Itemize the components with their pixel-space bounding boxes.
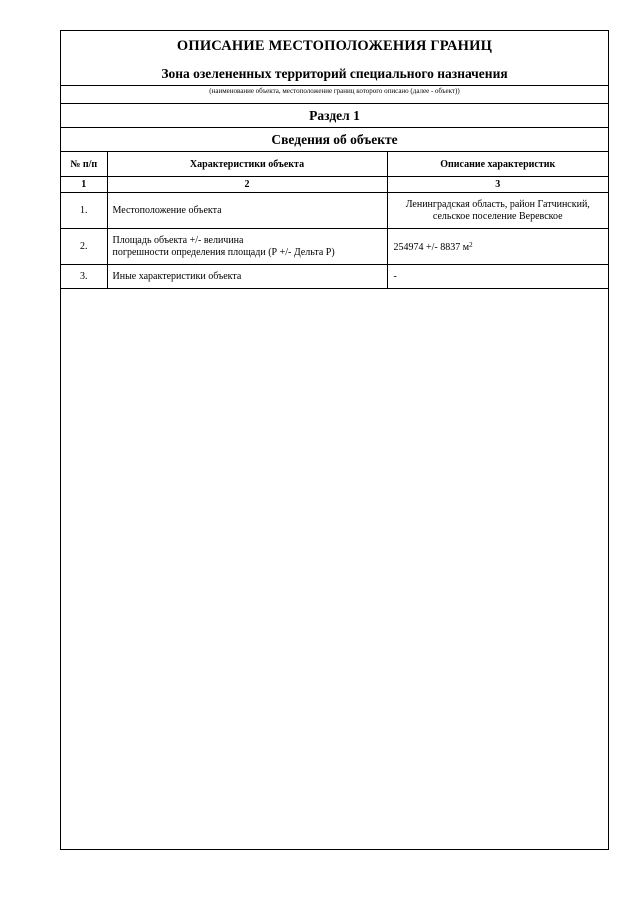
header-number: № п/п xyxy=(61,152,107,177)
row-characteristic: Местоположение объекта xyxy=(107,193,387,229)
area-unit-exponent: 2 xyxy=(469,241,473,249)
table-row xyxy=(61,265,608,289)
document-frame xyxy=(60,30,609,850)
row-description xyxy=(387,193,608,229)
row-characteristic xyxy=(107,229,387,265)
column-number-2: 2 xyxy=(107,177,387,193)
row-number: 3. xyxy=(61,265,107,289)
column-number-3: 3 xyxy=(387,177,608,193)
area-label-line-2: погрешности определения площади (Р +/- Дельта Р) xyxy=(112,246,335,258)
section-heading: Сведения об объекте xyxy=(61,128,608,152)
row-number: 1. xyxy=(61,193,107,229)
row-description: - xyxy=(387,265,608,289)
row-description xyxy=(387,229,608,265)
document-title: ОПИСАНИЕ МЕСТОПОЛОЖЕНИЯ ГРАНИЦ xyxy=(176,38,493,54)
object-name-caption: (наименование объекта, местоположение границ которого описано (далее - объект)) xyxy=(61,86,608,104)
table-row xyxy=(61,193,608,229)
section-title: Раздел 1 xyxy=(61,104,608,128)
table-header-row xyxy=(61,152,608,177)
header-description: Описание характеристик xyxy=(387,152,608,177)
table-column-number-row xyxy=(61,177,608,193)
area-value: 254974 +/- 8837 м xyxy=(393,242,470,253)
object-name: Зона озелененных территорий специального назначения xyxy=(161,66,508,81)
location-line-1: Ленинградская область, район Гатчинский, xyxy=(405,198,590,210)
location-line-2: сельское поселение Веревское xyxy=(432,210,563,222)
header-characteristic: Характеристики объекта xyxy=(107,152,387,177)
column-number-1: 1 xyxy=(61,177,107,193)
row-characteristic: Иные характеристики объекта xyxy=(107,265,387,289)
row-number: 2. xyxy=(61,229,107,265)
object-info-table xyxy=(61,152,608,289)
area-label-line-1: Площадь объекта +/- величина xyxy=(112,234,244,246)
table-row xyxy=(61,229,608,265)
title-block xyxy=(61,31,608,87)
